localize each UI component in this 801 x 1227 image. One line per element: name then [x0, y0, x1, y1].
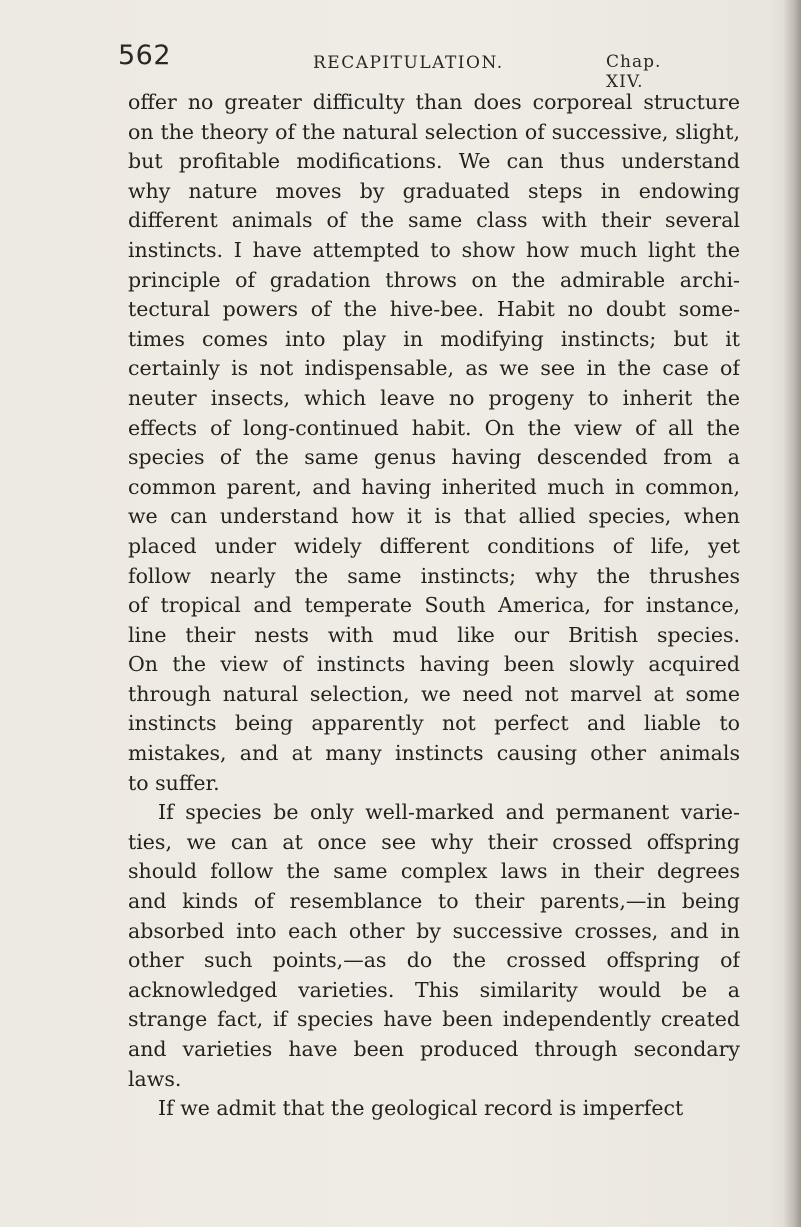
text-line: instincts. I have attempted to show how much light the — [128, 237, 740, 262]
text-line: common parent, and having inherited much in common, — [128, 474, 740, 499]
text-line: strange fact, if species have been independently created — [128, 1007, 740, 1032]
text-line: other such points,—as do the crossed offspring of — [128, 948, 740, 973]
page-header — [100, 40, 700, 92]
text-line: times comes into play in modifying instincts; but it — [128, 326, 740, 351]
text-line: absorbed into each other by successive crosses, and in — [128, 918, 740, 943]
text-line: and varieties have been produced through secondary — [128, 1037, 740, 1061]
body-text — [128, 88, 740, 1124]
text-line: why nature moves by graduated steps in endowing — [128, 178, 740, 203]
text-line: should follow the same complex laws in their degrees — [128, 859, 740, 884]
text-line: species of the same genus having descended from a — [128, 445, 740, 470]
text-line: tectural powers of the hive-bee. Habit no doubt some- — [128, 297, 740, 322]
paragraph-first-line: If species be only well-marked and permanent varie- — [158, 800, 740, 825]
text-line: effects of long-continued habit. On the view of all the — [128, 415, 740, 440]
paragraph-first-line: If we admit that the geological record is imperfect — [158, 1096, 684, 1121]
text-line: acknowledged varieties. This similarity would be a — [128, 977, 740, 1002]
page-edge-shadow — [783, 0, 801, 1227]
text-line: neuter insects, which leave no progeny to inherit the — [128, 385, 740, 410]
text-line: but profitable modifications. We can thus understand — [128, 149, 740, 174]
text-line: of tropical and temperate South America, for instance, — [128, 593, 740, 618]
text-line: offer no greater difficulty than does corporeal structure — [128, 90, 740, 114]
page-number: 562 — [118, 40, 172, 71]
text-line: and kinds of resemblance to their parents,—in being — [128, 889, 740, 914]
text-line: laws. — [128, 1066, 182, 1091]
text-line: On the view of instincts having been slowly acquired — [128, 652, 740, 677]
text-line: through natural selection, we need not marvel at some — [128, 681, 740, 706]
text-line: instincts being apparently not perfect and liable to — [128, 711, 740, 736]
text-line: on the theory of the natural selection of successive, slight, — [128, 119, 740, 144]
text-line: ties, we can at once see why their crossed offspring — [128, 829, 740, 854]
text-line: we can understand how it is that allied species, when — [128, 504, 740, 529]
text-line: different animals of the same class with their several — [128, 208, 740, 233]
text-line: certainly is not indispensable, as we see in the case of — [128, 356, 740, 381]
text-line: placed under widely different conditions of life, yet — [128, 533, 740, 558]
text-line: to suffer. — [128, 770, 220, 795]
text-line: principle of gradation throws on the admirable archi- — [128, 267, 740, 292]
running-title: RECAPITULATION. — [313, 53, 504, 73]
text-line: follow nearly the same instincts; why the thrushes — [128, 563, 740, 588]
chapter-reference: Chap. XIV. — [606, 52, 662, 92]
text-line: line their nests with mud like our British species. — [128, 622, 740, 647]
text-line: mistakes, and at many instincts causing other animals — [128, 741, 740, 766]
